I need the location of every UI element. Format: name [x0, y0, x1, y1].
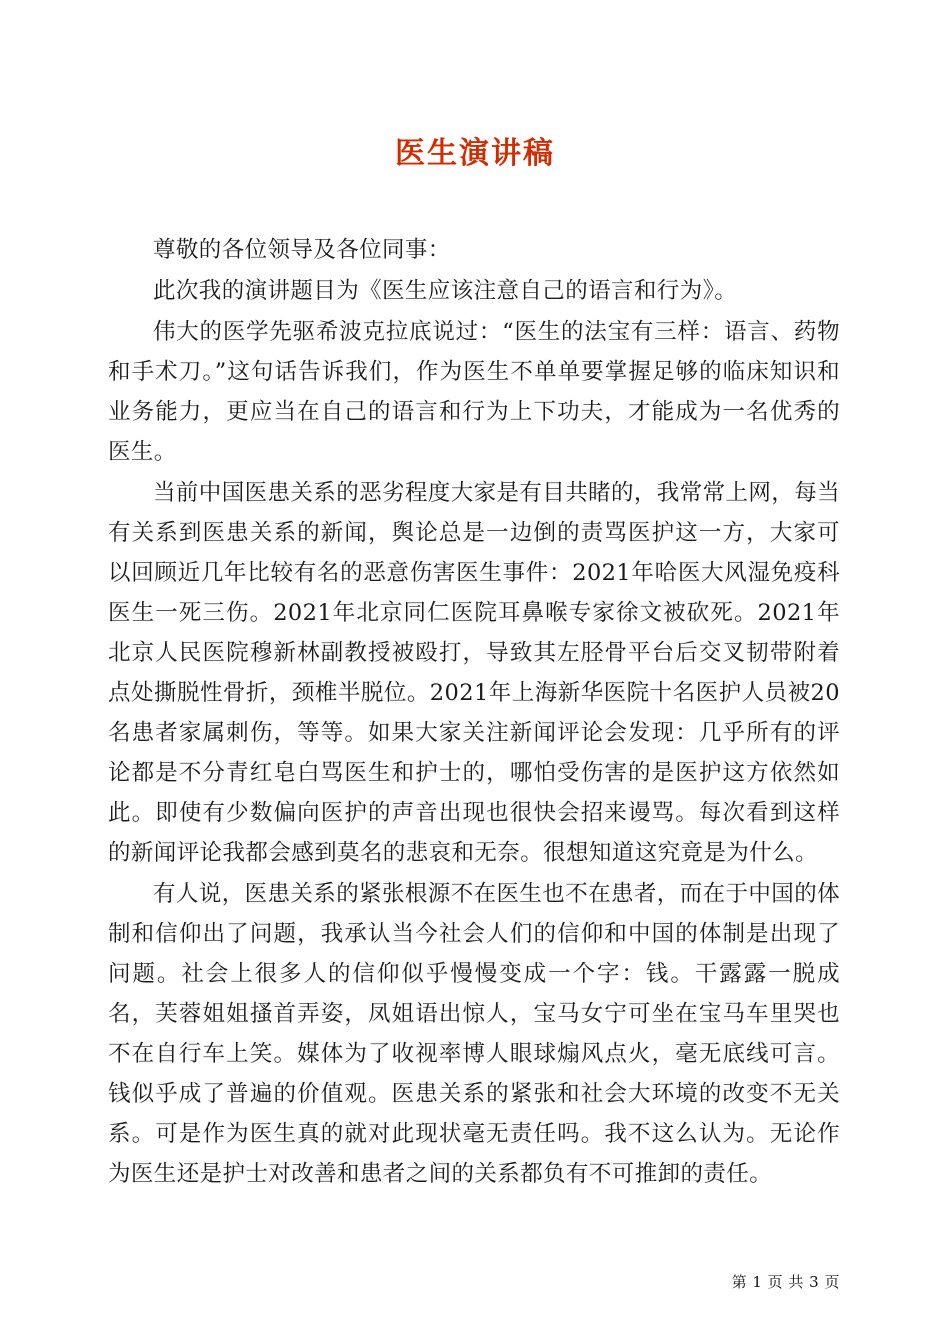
paragraph: 伟大的医学先驱希波克拉底说过：“医生的法宝有三样：语言、药物和手术刀。”这句话告诉我们，作为医生不单单要掌握足够的临床知识和业务能力，更应当在自己的语言和行为上下功夫，才能成为一名优秀的医生。: [108, 319, 840, 465]
paragraph: 当前中国医患关系的恶劣程度大家是有目共睹的，我常常上网，每当有关系到医患关系的新闻，舆论总是一边倒的责骂医护这一方，大家可以回顾近几年比较有名的恶意伤害医生事件：2021年哈医大风湿免疫科医生一死三伤。2021年北京同仁医院耳鼻喉专家徐文被砍死。2021年北京人民医院穆新林副教授被殴打，导致其左胫骨平台后交叉韧带附着点处撕脱性骨折，颈椎半脱位。2021年上海新华医院十名医护人员被20名患者家属刺伤，等等。如果大家关注新闻评论会发现：几乎所有的评论都是不分青红皂白骂医生和护士的，哪怕受伤害的是医护这方依然如此。即使有少数偏向医护的声音出现也很快会招来谩骂。每次看到这样的新闻评论我都会感到莫名的悲哀和无奈。很想知道这究竟是为什么。: [108, 480, 841, 866]
paragraph: 尊敬的各位领导及各位同事：: [153, 237, 451, 263]
paragraph: 此次我的演讲题目为《医生应该注意自己的语言和行为》。: [153, 278, 738, 304]
page-title: 医生演讲稿: [395, 136, 555, 171]
paragraph: 有人说，医患关系的紧张根源不在医生也不在患者，而在于中国的体制和信仰出了问题，我承认当今社会人们的信仰和中国的体制是出现了问题。社会上很多人的信仰似乎慢慢变成一个字：钱。干露露一脱成名，芙蓉姐姐搔首弄姿，凤姐语出惊人，宝马女宁可坐在宝马车里哭也不在自行车上笑。媒体为了收视率博人眼球煽风点火，毫无底线可言。钱似乎成了普遍的价值观。医患关系的紧张和社会大环境的改变不无关系。可是作为医生真的就对此现状毫无责任吗。我不这么认为。无论作为医生还是护士对改善和患者之间的关系都负有不可推卸的责任。: [108, 881, 841, 1187]
document-body: [0, 230, 950, 1194]
page-footer: 第 1 页 共 3 页: [731, 1273, 840, 1291]
